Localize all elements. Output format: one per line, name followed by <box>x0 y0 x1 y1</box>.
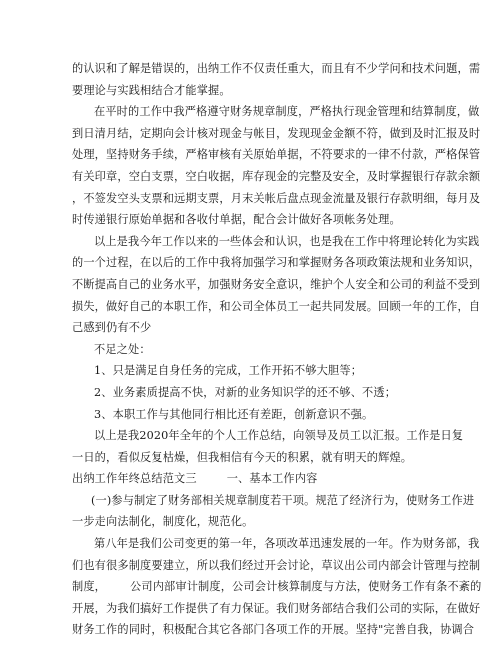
section-heading-line <box>72 468 436 490</box>
text-fragment: 公司内部审计制度，公司会计核算制度与方法，使财务工作有条不紊的 <box>130 580 482 594</box>
text-line: 的一个过程，在以后的工作中我将加强学习和掌握财务各项政策法规和业务知识， <box>72 256 481 270</box>
text-line: 以上是我今年工作以来的一些体会和认识，也是我在工作中将理论转化为实践 <box>94 234 480 248</box>
text-line: 财务工作的同时，积极配合其它各部门各项工作的开展。坚持"完善自我，协调合 <box>72 623 475 637</box>
list-item: 2、业务素质提高不快，对新的业务知识学的还不够、不透； <box>94 385 397 399</box>
text-line: 到日清月结，定期向会计核对现金与帐目，发现现金金额不符，做到及时汇报及时 <box>72 126 481 140</box>
text-line <box>72 576 482 598</box>
list-item: 3、本职工作与其他同行相比还有差距，创新意识不强。 <box>94 407 374 421</box>
document-body <box>72 58 482 641</box>
text-line: 一步走向法制化，制度化，规范化。 <box>72 515 254 529</box>
text-line: 处理，坚持财务手续，严格审核有关原始单据，不符要求的一律不付款，严格保管 <box>72 148 481 162</box>
text-line: 一日的，看似反复枯燥，但我相信有今天的积累，就有明天的辉煌。 <box>72 450 413 464</box>
text-line: 的认识和了解是错误的，出纳工作不仅责任重大，而且有不少学问和技术问题，需 <box>72 62 481 75</box>
text-line: 要理论与实践相结合才能掌握。 <box>72 83 231 97</box>
text-line: 们也有很多制度要建立，所以我们经过开会讨论，草议出公司内部会计管理与控制 <box>72 558 481 572</box>
text-line: 以上是我2020年全年的个人工作总结，向领导及员工以汇报。工作是日复 <box>94 429 464 443</box>
section-title: 出纳工作年终总结范文三 <box>72 472 197 486</box>
text-line: 不足之处： <box>94 342 151 356</box>
text-line: 损失，做好自己的本职工作，和公司全体员工一起共同发展。回顾一年的工作，自 <box>72 299 481 313</box>
text-line: 有关印章，空白支票，空白收据，库存现金的完整及安全，及时掌握银行存款余额 <box>72 169 481 183</box>
list-item: 1、只是满足自身任务的完成，工作开拓不够大胆等； <box>94 364 363 378</box>
text-fragment: 制度， <box>72 580 107 594</box>
text-line: 不断提高自己的业务水平，加强财务安全意识，维护个人安全和公司的利益不受到 <box>72 277 481 291</box>
text-line: 在平时的工作中我严格遵守财务规章制度，严格执行现金管理和结算制度，做 <box>94 105 480 119</box>
text-line: 己感到仍有不少 <box>72 321 152 335</box>
text-line: 开展，为我们搞好工作提供了有力保证。我们财务部结合我们公司的实际，在做好 <box>72 601 481 615</box>
section-subtitle: 一、基本工作内容 <box>226 472 318 486</box>
text-line: 第八年是我们公司变更的第一年，各项改革迅速发展的一年。作为财务部，我 <box>94 537 480 551</box>
text-line: 时传递银行原始单据和各收付单据，配合会计做好各项帐务处理。 <box>72 213 401 227</box>
text-line: (一)参与制定了财务部相关规章制度若干项。规范了经济行为，使财务工作进 <box>91 493 475 507</box>
text-line: ，不签发空头支票和远期支票，月末关帐后盘点现金流量及银行存款明细，每月及 <box>72 191 481 205</box>
